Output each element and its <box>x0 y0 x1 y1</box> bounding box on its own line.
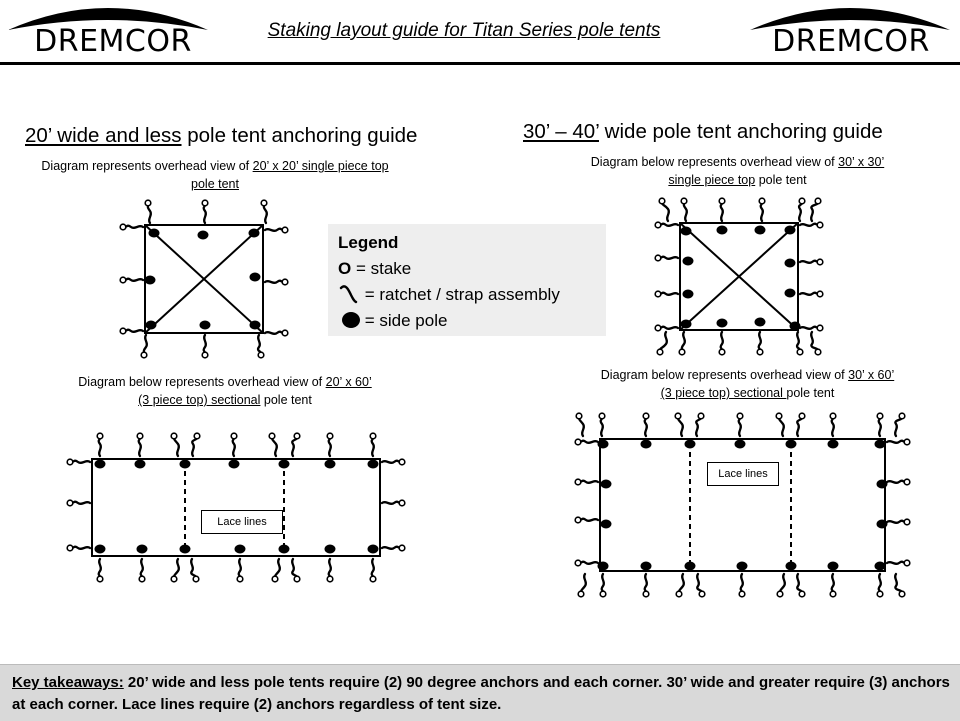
ratchet-strap <box>275 559 280 577</box>
side-pole <box>137 545 148 554</box>
ratchet-strap <box>800 261 818 263</box>
ratchet-strap <box>125 330 143 332</box>
legend-pole-row: = side pole <box>338 310 447 331</box>
side-pole <box>877 480 888 489</box>
stake <box>599 413 605 419</box>
side-pole <box>681 227 692 236</box>
stake <box>231 433 237 439</box>
ratchet-strap <box>684 203 687 221</box>
ratchet-strap <box>660 293 678 295</box>
ratchet-strap <box>382 502 400 504</box>
stake <box>799 591 805 597</box>
stake <box>776 413 782 419</box>
stake <box>676 591 682 597</box>
ratchet-strap <box>125 226 143 228</box>
ratchet-strap <box>372 559 374 577</box>
side-pole <box>250 321 261 330</box>
right-caption-square: Diagram below represents overhead view of 30’ x 30’ single piece top pole tent <box>590 155 885 187</box>
ratchet-strap <box>895 418 902 436</box>
side-pole <box>641 562 652 571</box>
side-pole <box>685 440 696 449</box>
stake <box>657 349 663 355</box>
stake <box>799 198 805 204</box>
stake <box>877 591 883 597</box>
stake <box>655 222 661 228</box>
ratchet-strap <box>721 203 723 221</box>
key-takeaways-footer <box>0 664 960 721</box>
ratchet-icon <box>338 284 360 304</box>
stake <box>120 224 126 230</box>
ratchet-strap <box>780 574 785 592</box>
logo-text: DREMCOR <box>34 24 192 59</box>
lace-lines-label-left: Lace lines <box>201 510 283 534</box>
side-pole <box>828 440 839 449</box>
side-pole <box>737 562 748 571</box>
side-pole <box>325 545 336 554</box>
stake <box>294 576 300 582</box>
ratchet-strap <box>265 281 283 283</box>
side-pole <box>601 480 612 489</box>
stake <box>681 198 687 204</box>
stake <box>719 349 725 355</box>
stake <box>370 433 376 439</box>
stake <box>282 330 288 336</box>
ratchet-strap <box>811 203 818 221</box>
ratchet-strap <box>811 332 818 350</box>
ratchet-strap <box>660 332 667 350</box>
ratchet-strap <box>329 559 331 577</box>
side-pole <box>641 440 652 449</box>
ratchet-strap <box>174 559 179 577</box>
ratchet-strap <box>72 547 90 549</box>
stake <box>575 560 581 566</box>
ratchet-strap <box>739 418 741 436</box>
ratchet-strap <box>679 574 684 592</box>
ratchet-strap <box>580 519 598 521</box>
left-caption-sectional: Diagram below represents overhead view of 20’ x 60’ (3 piece top) sectional pole tent <box>78 375 372 407</box>
side-pole <box>180 545 191 554</box>
ratchet-strap <box>761 203 763 221</box>
ratchet-strap <box>602 574 604 592</box>
footer-text: Key takeaways: 20’ wide and less pole tents require (2) 90 degree anchors and each corner. 30’ wide and greater require (3) anchors at each corner. Lace lines require (2) anchors regardless of tent size. <box>12 674 950 713</box>
side-pole <box>368 460 379 469</box>
right-title-rest: wide pole tent anchoring guide <box>598 120 883 143</box>
ratchet-strap <box>660 327 678 329</box>
ratchet-strap <box>272 438 277 456</box>
stake <box>830 591 836 597</box>
stake <box>269 433 275 439</box>
right-caption-sectional: Diagram below represents overhead view of 30’ x 60’ (3 piece top) sectional pole tent <box>600 368 895 400</box>
side-pole <box>875 440 886 449</box>
ratchet-strap <box>696 418 701 436</box>
stake <box>194 433 200 439</box>
ratchet-strap <box>895 574 902 592</box>
ratchet-strap <box>204 205 206 223</box>
ratchet-strap <box>797 418 802 436</box>
tent-20x60-outline <box>92 459 380 556</box>
stake <box>67 500 73 506</box>
right-title-underlined: 30’ – 40’ <box>523 120 599 143</box>
stake <box>817 222 823 228</box>
ratchet-strap <box>887 521 905 523</box>
stake <box>97 433 103 439</box>
ratchet-strap <box>832 418 834 436</box>
ratchet-strap <box>741 574 743 592</box>
side-pole <box>229 460 240 469</box>
ratchet-strap <box>660 224 678 226</box>
stake <box>877 413 883 419</box>
stake <box>120 328 126 334</box>
stake-icon: O <box>338 259 352 278</box>
ratchet-strap <box>759 332 761 350</box>
stake <box>655 291 661 297</box>
stake <box>258 352 264 358</box>
ratchet-strap <box>99 559 101 577</box>
side-pole-icon <box>338 310 360 330</box>
ratchet-strap <box>879 418 881 436</box>
stake <box>904 479 910 485</box>
ratchet-strap <box>800 327 818 329</box>
side-pole <box>785 226 796 235</box>
stake <box>171 576 177 582</box>
ratchet-strap <box>139 438 141 456</box>
ratchet-strap <box>258 335 261 353</box>
side-pole <box>235 545 246 554</box>
ratchet-strap <box>580 441 598 443</box>
lace-lines-label-right: Lace lines <box>707 462 779 486</box>
tent-30x60-outline <box>600 439 885 571</box>
stake <box>757 349 763 355</box>
ratchet-strap <box>579 418 584 436</box>
stake <box>655 255 661 261</box>
stake <box>904 519 910 525</box>
stake <box>659 198 665 204</box>
ratchet-strap <box>382 547 400 549</box>
legend-ratchet-row: = ratchet / strap assembly <box>338 284 560 305</box>
side-pole <box>279 460 290 469</box>
ratchet-strap <box>800 293 818 295</box>
side-pole <box>681 320 692 329</box>
stake <box>699 591 705 597</box>
ratchet-strap <box>265 229 283 231</box>
ratchet-strap <box>645 574 647 592</box>
stake <box>294 433 300 439</box>
stake <box>97 576 103 582</box>
stake <box>777 591 783 597</box>
ratchet-strap <box>239 559 241 577</box>
ratchet-strap <box>292 559 297 577</box>
stake <box>193 576 199 582</box>
stake <box>817 259 823 265</box>
stake <box>737 413 743 419</box>
stake <box>799 413 805 419</box>
side-pole <box>877 520 888 529</box>
stake <box>141 352 147 358</box>
ratchet-strap <box>645 418 647 436</box>
side-pole <box>755 318 766 327</box>
side-pole <box>135 460 146 469</box>
side-pole <box>717 226 728 235</box>
side-pole <box>200 321 211 330</box>
side-pole <box>598 562 609 571</box>
stake <box>899 591 905 597</box>
stake <box>202 200 208 206</box>
left-title-underlined: 20’ wide and less <box>25 124 182 147</box>
ratchet-strap <box>887 562 905 564</box>
stake <box>578 591 584 597</box>
side-pole <box>368 545 379 554</box>
ratchet-strap <box>832 574 834 592</box>
stake <box>67 545 73 551</box>
ratchet-strap <box>797 332 800 350</box>
ratchet-strap <box>265 332 283 334</box>
stake <box>399 545 405 551</box>
stake <box>817 291 823 297</box>
side-pole <box>685 562 696 571</box>
stake <box>237 576 243 582</box>
side-pole <box>875 562 886 571</box>
stake <box>370 576 376 582</box>
stake <box>739 591 745 597</box>
stake <box>830 413 836 419</box>
side-pole <box>279 545 290 554</box>
stake <box>120 277 126 283</box>
side-pole <box>95 460 106 469</box>
side-pole <box>598 440 609 449</box>
ratchet-strap <box>125 279 143 281</box>
stake <box>261 200 267 206</box>
stake <box>600 591 606 597</box>
ratchet-strap <box>191 559 196 577</box>
stake <box>145 200 151 206</box>
side-pole <box>325 460 336 469</box>
stake <box>679 349 685 355</box>
side-pole <box>785 289 796 298</box>
ratchet-strap <box>581 574 586 592</box>
side-pole <box>755 226 766 235</box>
side-pole <box>250 273 261 282</box>
side-pole <box>180 460 191 469</box>
ratchet-strap <box>72 502 90 504</box>
stake <box>171 433 177 439</box>
ratchet-strap <box>382 461 400 463</box>
ratchet-strap <box>887 441 905 443</box>
side-pole <box>735 440 746 449</box>
stake <box>327 433 333 439</box>
stake <box>904 439 910 445</box>
side-pole <box>601 520 612 529</box>
stake <box>643 591 649 597</box>
stake <box>643 413 649 419</box>
ratchet-strap <box>192 438 197 456</box>
stake <box>759 198 765 204</box>
ratchet-strap <box>580 481 598 483</box>
stake <box>399 500 405 506</box>
stake <box>698 413 704 419</box>
ratchet-strap <box>329 438 331 456</box>
ratchet-strap <box>174 438 179 456</box>
stake <box>904 560 910 566</box>
page-title: Staking layout guide for Titan Series pole tents <box>267 20 661 41</box>
stake <box>575 479 581 485</box>
stake <box>719 198 725 204</box>
left-title-rest: pole tent anchoring guide <box>181 124 418 147</box>
stake <box>817 325 823 331</box>
side-pole <box>790 322 801 331</box>
stake <box>797 349 803 355</box>
ratchet-strap <box>141 559 143 577</box>
side-pole <box>145 276 156 285</box>
stake <box>899 413 905 419</box>
side-pole <box>683 257 694 266</box>
ratchet-strap <box>580 562 598 564</box>
stake <box>655 325 661 331</box>
side-pole <box>198 231 209 240</box>
stake <box>282 279 288 285</box>
side-pole <box>683 290 694 299</box>
side-pole <box>717 319 728 328</box>
stake <box>67 459 73 465</box>
ratchet-strap <box>887 481 905 483</box>
logo-text: DREMCOR <box>772 24 930 59</box>
stake <box>576 413 582 419</box>
left-caption-square: Diagram represents overhead view of 20’ x 20’ single piece top pole tent <box>41 159 389 191</box>
ratchet-strap <box>682 332 685 350</box>
ratchet-strap <box>779 418 784 436</box>
side-pole <box>786 440 797 449</box>
stake <box>675 413 681 419</box>
ratchet-strap <box>660 257 678 259</box>
ratchet-strap <box>721 332 723 350</box>
side-pole <box>249 229 260 238</box>
ratchet-strap <box>800 224 818 226</box>
stake <box>202 352 208 358</box>
ratchet-strap <box>144 335 147 353</box>
stake <box>327 576 333 582</box>
ratchet-strap <box>799 203 802 221</box>
stake <box>575 517 581 523</box>
ratchet-strap <box>678 418 683 436</box>
ratchet-strap <box>99 438 101 456</box>
stake <box>272 576 278 582</box>
side-pole <box>146 321 157 330</box>
side-pole <box>785 259 796 268</box>
stake <box>815 198 821 204</box>
side-pole <box>786 562 797 571</box>
stake <box>399 459 405 465</box>
ratchet-strap <box>148 205 151 223</box>
side-pole <box>828 562 839 571</box>
ratchet-strap <box>372 438 374 456</box>
ratchet-strap <box>879 574 881 592</box>
legend-box <box>328 224 606 336</box>
stake <box>137 433 143 439</box>
side-pole <box>149 229 160 238</box>
stake <box>282 227 288 233</box>
stake <box>575 439 581 445</box>
ratchet-strap <box>292 438 297 456</box>
ratchet-strap <box>662 203 669 221</box>
ratchet-strap <box>264 205 267 223</box>
ratchet-strap <box>601 418 603 436</box>
ratchet-strap <box>204 335 206 353</box>
stake <box>815 349 821 355</box>
ratchet-strap <box>72 461 90 463</box>
ratchet-strap <box>797 574 802 592</box>
ratchet-strap <box>233 438 235 456</box>
legend-title: Legend <box>338 233 399 252</box>
legend-stake-row: O = stake <box>338 259 412 278</box>
side-pole <box>95 545 106 554</box>
ratchet-strap <box>697 574 702 592</box>
stake <box>139 576 145 582</box>
